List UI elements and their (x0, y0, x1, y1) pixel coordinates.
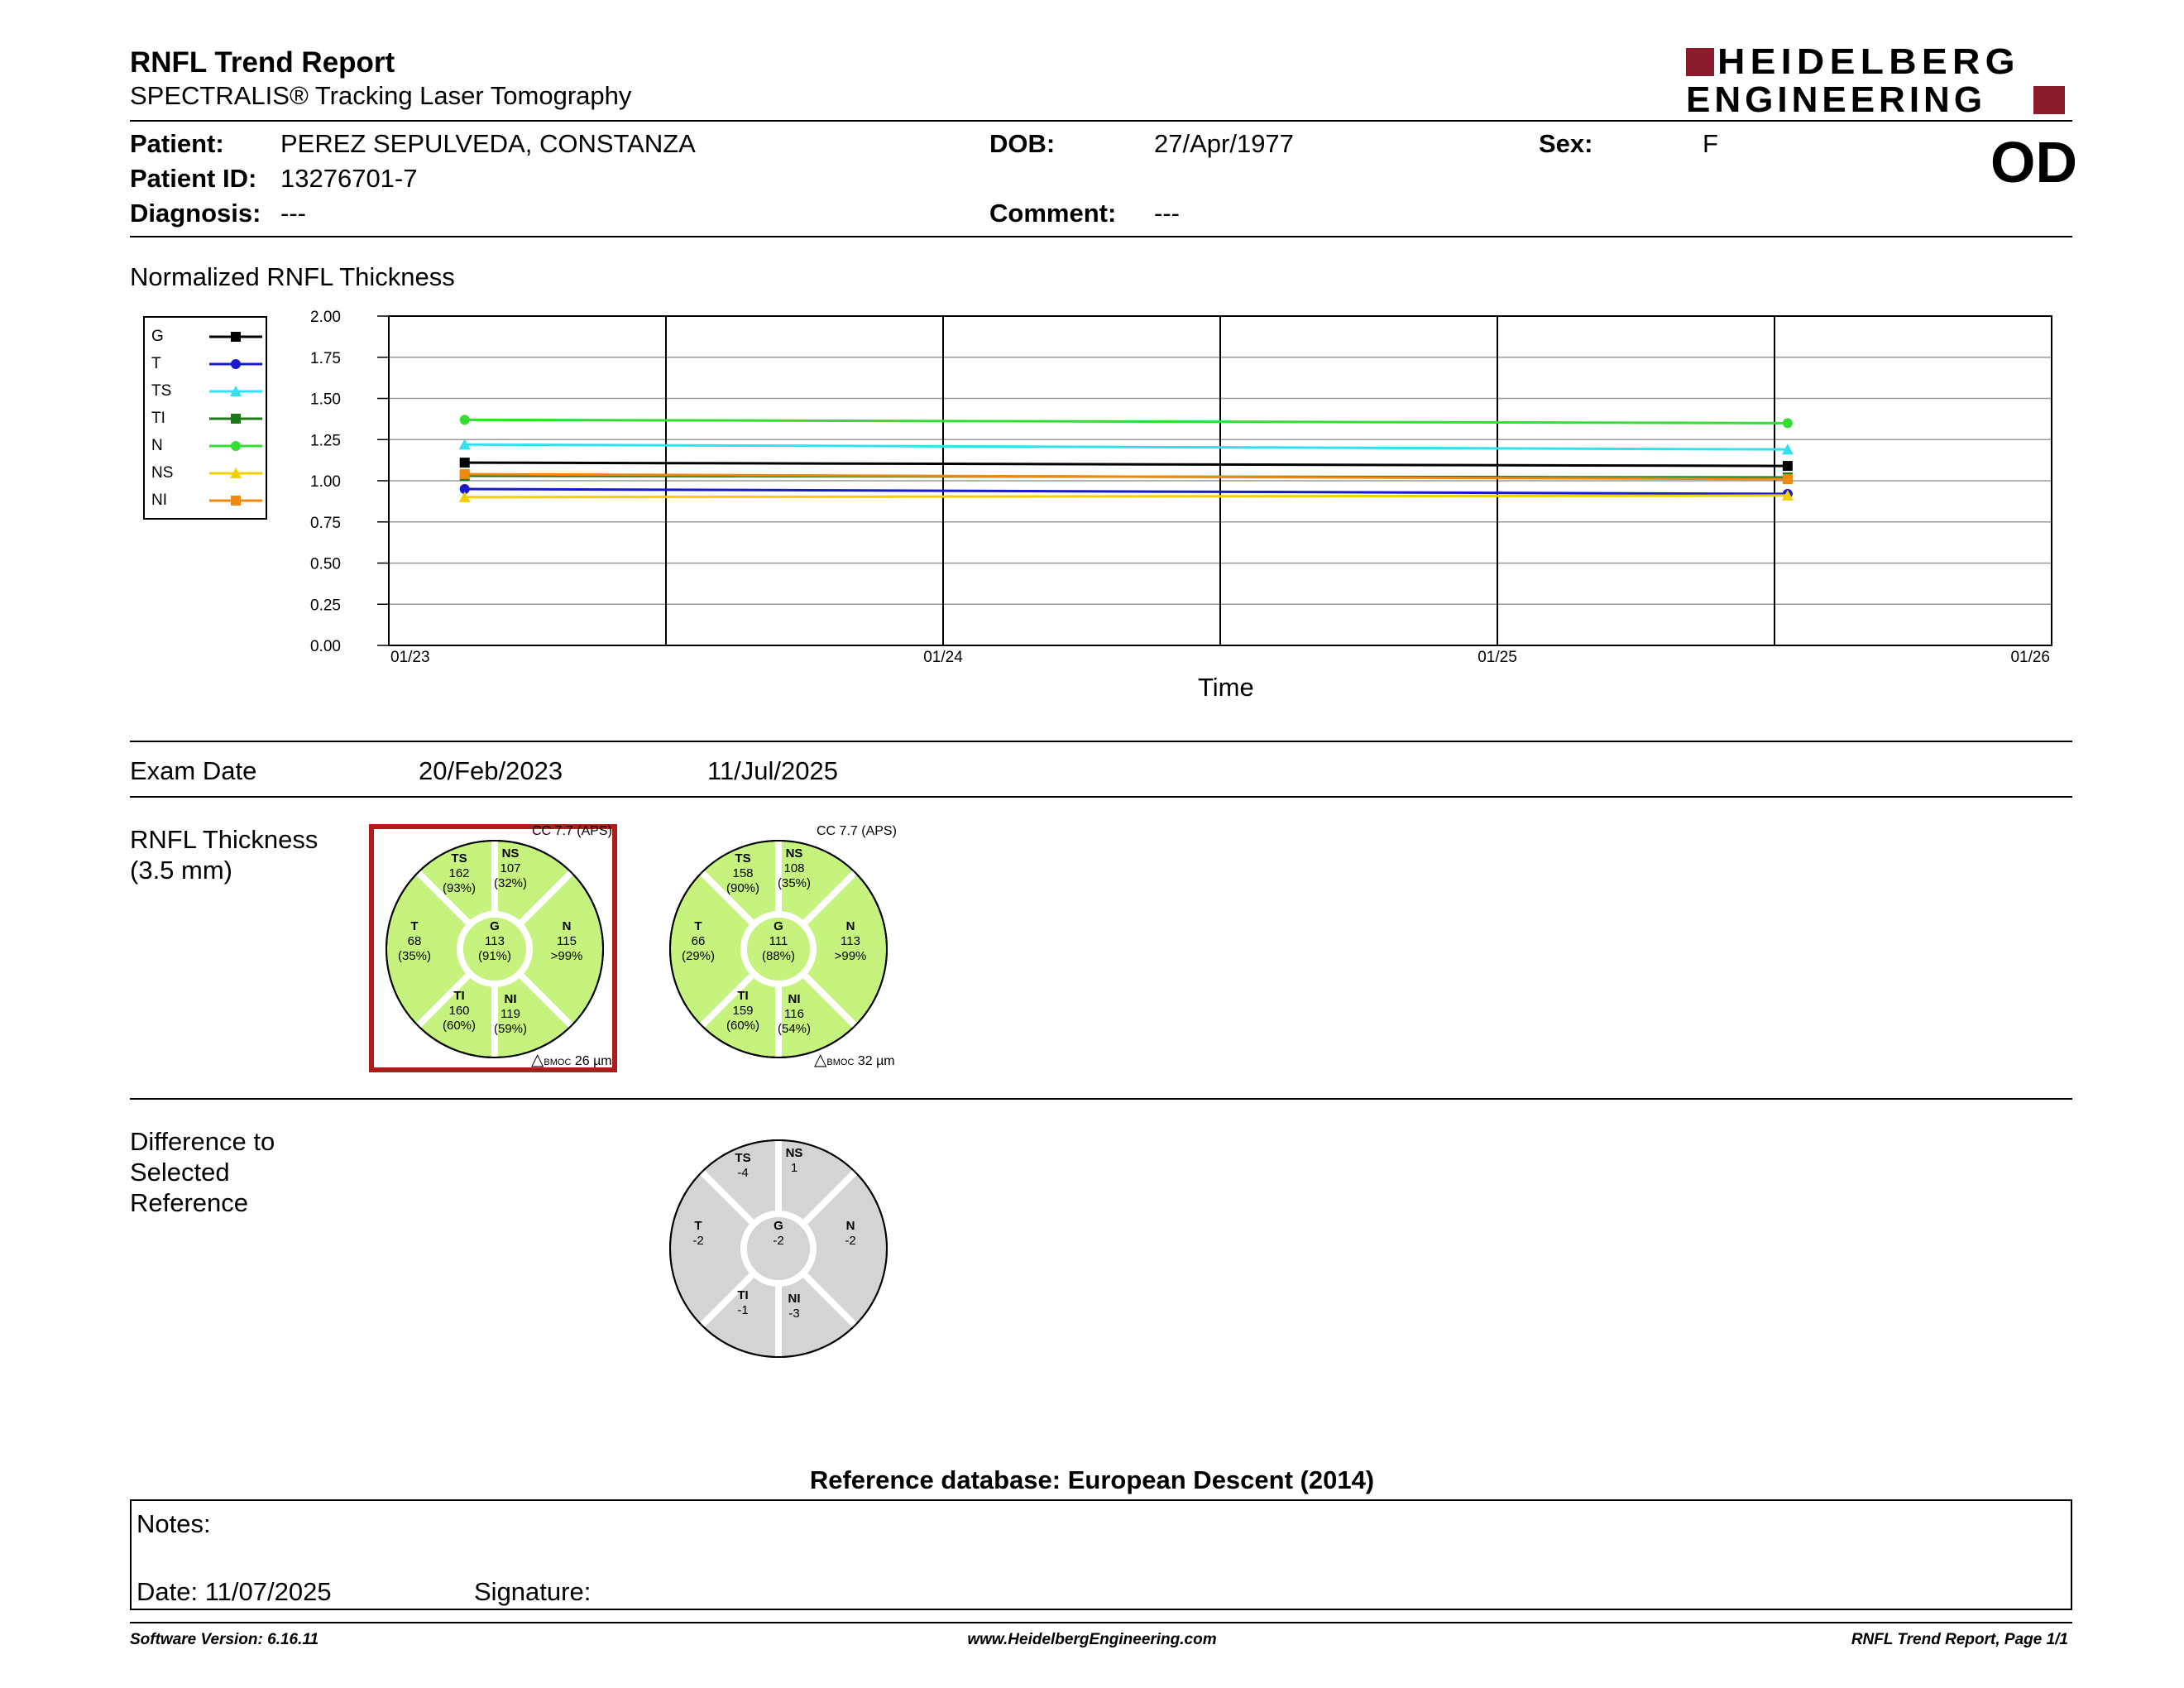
sex-value: F (1703, 129, 1718, 158)
legend-label: NS (151, 464, 174, 482)
legend-label: TS (151, 382, 172, 400)
eye-indicator: OD (1990, 130, 2077, 194)
exam2-sector-circle[interactable] (667, 837, 890, 1061)
footer-website[interactable]: www.HeidelbergEngineering.com (967, 1631, 1217, 1648)
data-point-ni (460, 469, 470, 479)
sector-ti (737, 1288, 748, 1317)
patient-id-label: Patient ID: (130, 164, 257, 193)
patient-id-value: 13276701-7 (280, 164, 418, 193)
sector-difference: -2 (773, 1234, 784, 1248)
y-tick-label: 1.75 (310, 349, 341, 367)
data-point-g (460, 458, 470, 468)
data-point-g (1783, 461, 1793, 471)
y-tick-label: 0.00 (310, 638, 341, 655)
exam1-bmoc-value: 26 µm (574, 1054, 612, 1068)
trend-chart (0, 0, 2184, 745)
sector-name: TI (737, 1288, 749, 1302)
sector-value: 115 (557, 934, 577, 948)
report-subtitle: SPECTRALIS® Tracking Laser Tomography (130, 81, 632, 110)
sector-name: NI (504, 992, 517, 1006)
chart-title: Normalized RNFL Thickness (130, 262, 455, 291)
sector-name: N (845, 919, 855, 933)
sector-percentile: (35%) (777, 876, 812, 890)
sector-name: NS (501, 846, 520, 861)
logo-line-2: ENGINEERING (1686, 79, 1987, 120)
y-tick-label: 0.75 (310, 514, 341, 532)
difference-label-1: Difference to (130, 1127, 275, 1156)
exam2-bmoc-value: 32 µm (857, 1054, 895, 1068)
sector-value: 162 (448, 866, 470, 880)
sector-difference: -3 (788, 1307, 800, 1321)
diagnosis-value: --- (280, 199, 306, 228)
y-tick-label: 1.25 (310, 432, 341, 450)
exam-date-2[interactable]: 11/Jul/2025 (707, 756, 838, 785)
rnfl-thickness-label: RNFL Thickness (130, 825, 318, 854)
legend-label: G (151, 328, 164, 345)
sector-value: 111 (769, 934, 788, 948)
sector-name: N (845, 1219, 855, 1233)
sector-value: 158 (732, 866, 754, 880)
footer-divider (130, 1622, 2072, 1623)
y-tick-label: 2.00 (310, 309, 341, 326)
dob-label: DOB: (989, 129, 1056, 158)
sector-difference: -1 (737, 1303, 749, 1317)
sector-value: 113 (485, 934, 505, 948)
difference-sector-circle (667, 1137, 890, 1360)
sector-difference: 1 (790, 1161, 798, 1175)
sector-name: TS (451, 851, 467, 866)
sector-value: 116 (784, 1007, 804, 1021)
sector-name: NS (785, 846, 803, 861)
report-title: RNFL Trend Report (130, 46, 395, 79)
legend-label: NI (151, 492, 167, 509)
exam-date-1[interactable]: 20/Feb/2023 (419, 756, 563, 785)
y-tick-label: 1.00 (310, 473, 341, 491)
legend-label: N (151, 437, 163, 454)
sector-value: 107 (500, 861, 521, 875)
exam1-bmoc-prefix: BMOC (544, 1057, 572, 1067)
reference-database: Reference database: European Descent (2014) (809, 1465, 1375, 1494)
sector-name: NS (785, 1146, 803, 1160)
sector-n (845, 1219, 855, 1248)
sector-percentile: (60%) (442, 1019, 477, 1033)
footer-software: Software Version: 6.16.11 (130, 1631, 319, 1648)
sector-difference: -2 (845, 1234, 856, 1248)
delta-icon: △ (814, 1051, 827, 1069)
logo-line-1: HEIDELBERG (1717, 41, 2020, 82)
series-line-g (465, 463, 1788, 466)
legend-label: TI (151, 410, 165, 427)
sector-ni (788, 1292, 801, 1321)
notes-date: Date: 11/07/2025 (136, 1577, 332, 1606)
notes-label: Notes: (136, 1509, 211, 1538)
x-axis-label: Time (1198, 673, 1254, 702)
sector-percentile: (88%) (761, 949, 796, 963)
series-line-t (465, 489, 1788, 494)
sector-name: TS (735, 851, 751, 866)
sector-name: G (774, 919, 783, 933)
patient-label: Patient: (130, 129, 224, 158)
sector-difference: -4 (737, 1166, 749, 1180)
sector-percentile: (54%) (777, 1022, 812, 1036)
rnfl-thickness-sublabel: (3.5 mm) (130, 856, 232, 885)
sector-name: T (694, 1219, 702, 1233)
exam1-cc: CC 7.7 (APS) (532, 824, 612, 838)
exam1-sector-circle[interactable] (383, 837, 606, 1061)
patient-value: PEREZ SEPULVEDA, CONSTANZA (280, 129, 696, 158)
sector-difference: -2 (692, 1234, 704, 1248)
sector-name: TS (735, 1151, 751, 1165)
dob-value: 27/Apr/1977 (1154, 129, 1294, 158)
sector-name: TI (453, 989, 465, 1003)
legend-label: T (151, 355, 161, 372)
x-tick-label: 01/26 (2010, 649, 2050, 666)
y-tick-label: 0.25 (310, 597, 341, 615)
comment-value: --- (1154, 199, 1180, 228)
y-tick-label: 0.50 (310, 555, 341, 573)
diagnosis-label: Diagnosis: (130, 199, 261, 228)
data-point-ni (1783, 474, 1793, 484)
exam-date-label: Exam Date (130, 756, 257, 785)
x-tick-label: 01/25 (1478, 649, 1517, 666)
x-tick-label: 01/24 (923, 649, 963, 666)
sector-value: 108 (783, 861, 805, 875)
sector-percentile: (60%) (726, 1019, 760, 1033)
delta-icon: △ (531, 1051, 544, 1069)
sector-name: G (490, 919, 500, 933)
sector-value: 160 (448, 1004, 470, 1018)
data-point-n (460, 415, 470, 424)
sector-name: NI (788, 992, 801, 1006)
sector-percentile: (90%) (726, 881, 760, 895)
sector-name: NI (788, 1292, 801, 1306)
y-tick-label: 1.50 (310, 391, 341, 409)
sector-value: 66 (691, 934, 706, 948)
sector-percentile: (93%) (442, 881, 477, 895)
sector-name: G (774, 1219, 783, 1233)
sector-name: N (562, 919, 572, 933)
sector-percentile: >99% (834, 949, 867, 963)
sector-name: T (410, 919, 419, 933)
x-tick-label: 01/23 (390, 649, 430, 666)
sector-g (773, 1219, 783, 1248)
sex-label: Sex: (1539, 129, 1593, 158)
exam1-bmoc (531, 1049, 614, 1070)
sector-percentile: (35%) (397, 949, 432, 963)
data-point-n (1783, 418, 1793, 428)
series-line-n (465, 420, 1788, 423)
exam2-bmoc-prefix: BMOC (826, 1057, 855, 1067)
comment-label: Comment: (989, 199, 1117, 228)
difference-label-2: Selected (130, 1158, 230, 1187)
sector-percentile: (91%) (477, 949, 512, 963)
chart-divider (130, 741, 2072, 742)
sector-value: 113 (841, 934, 860, 948)
sector-name: TI (737, 989, 749, 1003)
exam2-cc: CC 7.7 (APS) (817, 824, 897, 838)
footer-page: RNFL Trend Report, Page 1/1 (1851, 1631, 2068, 1648)
thickness-divider (130, 1098, 2072, 1100)
series-line-ns (465, 496, 1788, 497)
sector-percentile: (59%) (493, 1022, 528, 1036)
sector-value: 159 (732, 1004, 754, 1018)
difference-label-3: Reference (130, 1188, 249, 1217)
exam-divider (130, 796, 2072, 798)
notes-box (130, 1499, 2072, 1610)
sector-percentile: (29%) (681, 949, 716, 963)
sector-value: 68 (407, 934, 422, 948)
series-line-ts (465, 444, 1788, 449)
sector-name: T (694, 919, 702, 933)
notes-signature: Signature: (474, 1577, 592, 1606)
sector-value: 119 (500, 1007, 520, 1021)
sector-percentile: (32%) (493, 876, 528, 890)
exam2-bmoc (814, 1049, 895, 1070)
sector-percentile: >99% (550, 949, 583, 963)
